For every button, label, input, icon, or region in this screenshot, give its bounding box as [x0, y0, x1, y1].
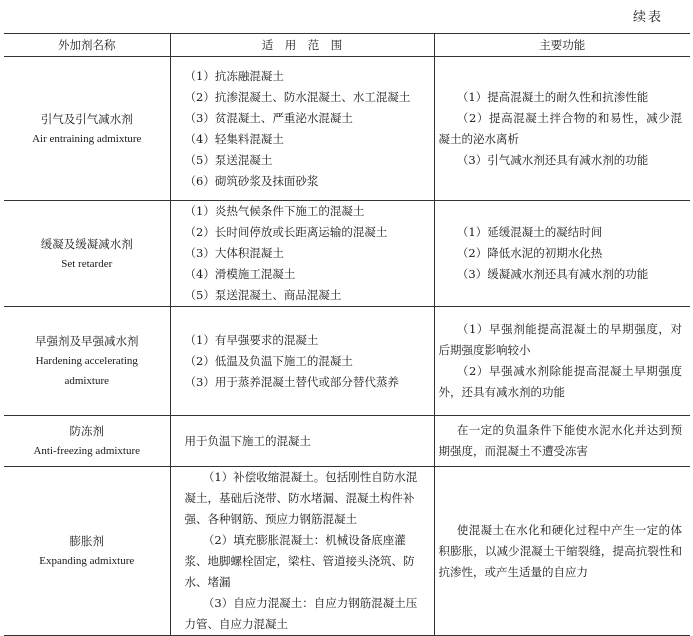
function-item: （2）降低水泥的初期水化热	[456, 246, 603, 260]
scope-cell	[170, 201, 434, 307]
admixture-name-en: Anti-freezing admixture	[33, 445, 141, 457]
admixture-name-cell	[4, 416, 170, 467]
admixture-name-cell	[4, 57, 170, 201]
function-text: 在一定的负温条件下能使水泥水化并达到预期强度，而混凝土不遭受冻害	[438, 423, 682, 458]
scope-item: （1）有早强要求的混凝土	[184, 332, 319, 347]
scope-item: （1）抗冻融混凝土	[184, 68, 284, 83]
function-item: （1）提高混凝土的耐久性和抗渗性能	[456, 89, 649, 104]
scope-item: （3）自应力混凝土：自应力钢筋混凝土压力管、自应力混凝土	[184, 596, 418, 631]
scope-cell	[170, 307, 434, 416]
function-item: （2）早强减水剂除能提高混凝土早期强度外，还具有减水剂的功能	[438, 364, 682, 399]
scope-item: （2）填充膨胀混凝土：机械设备底座灌浆、地脚螺栓固定，梁柱、管道接头浇筑、防水、堵漏	[184, 533, 415, 589]
table-row	[4, 307, 690, 416]
admixture-name-en: Expanding admixture	[39, 555, 135, 567]
header-scope: 适 用 范 围	[170, 34, 434, 57]
function-cell	[434, 467, 690, 636]
function-item: （1）延缓混凝土的凝结时间	[456, 225, 603, 239]
scope-item: （5）泵送混凝土	[184, 152, 273, 167]
scope-item: （3）贫混凝土、严重泌水混凝土	[184, 110, 353, 125]
scope-item: （4）轻集料混凝土	[184, 131, 284, 146]
scope-item: （2）低温及负温下施工的混凝土	[184, 353, 353, 368]
admixture-name-en: Hardening accelerating admixture	[35, 355, 138, 387]
function-cell	[434, 307, 690, 416]
scope-item: （6）砌筑砂浆及抹面砂浆	[184, 173, 319, 188]
admixture-name-cn: 缓凝及缓凝减水剂	[40, 236, 133, 251]
header-row	[4, 34, 690, 57]
admixture-name-cell	[4, 307, 170, 416]
table-row	[4, 467, 690, 636]
scope-item: （1）炎热气候条件下施工的混凝土	[184, 204, 365, 218]
function-item: （3）缓凝减水剂还具有减水剂的功能	[456, 267, 649, 281]
scope-item: （2）长时间停放或长距离运输的混凝土	[184, 225, 388, 239]
admixture-name-cell	[4, 467, 170, 636]
table-row	[4, 57, 690, 201]
function-item: （1）早强剂能提高混凝土的早期强度，对后期强度影响较小	[438, 322, 682, 357]
table-row	[4, 201, 690, 307]
scope-item: （4）滑模施工混凝土	[184, 267, 296, 281]
scope-cell	[170, 57, 434, 201]
admixture-name-en: Set retarder	[61, 257, 113, 270]
admixture-table	[4, 33, 690, 636]
scope-item: （1）补偿收缩混凝土。包括刚性自防水混凝土，基础后浇带、防水堵漏、混凝土构件补强、各种钢筋、预应力钢筋混凝土	[184, 470, 418, 526]
function-cell	[434, 201, 690, 307]
scope-cell	[170, 416, 434, 467]
admixture-name-cn: 引气及引气减水剂	[40, 111, 133, 126]
scope-item: （2）抗渗混凝土、防水混凝土、水工混凝土	[184, 89, 411, 104]
scope-item: （3）大体积混凝土	[184, 246, 284, 260]
function-item: （3）引气减水剂还具有减水剂的功能	[456, 152, 649, 167]
scope-item: （3）用于蒸养混凝土替代或部分替代蒸养	[184, 374, 399, 389]
admixture-name-cn: 膨胀剂	[69, 534, 104, 548]
header-function: 主要功能	[434, 34, 690, 57]
admixture-name-cell	[4, 201, 170, 307]
function-cell	[434, 57, 690, 201]
continued-label: 续表	[632, 10, 663, 25]
admixture-name-cn: 早强剂及早强减水剂	[35, 334, 139, 348]
table-row	[4, 416, 690, 467]
admixture-name-en: Air entraining admixture	[32, 132, 142, 145]
function-cell	[434, 416, 690, 467]
function-text: 使混凝土在水化和硬化过程中产生一定的体积膨胀，以减少混凝土干缩裂缝，提高抗裂性和抗渗性，或产生适量的自应力	[438, 522, 682, 579]
function-item: （2）提高混凝土拌合物的和易性，减少混凝土的泌水离析	[438, 110, 682, 146]
scope-text: 用于负温下施工的混凝土	[184, 433, 311, 448]
scope-item: （5）泵送混凝土、商品混凝土	[184, 288, 342, 302]
scope-cell	[170, 467, 434, 636]
header-name: 外加剂名称	[4, 34, 170, 57]
admixture-name-cn: 防冻剂	[69, 424, 104, 438]
